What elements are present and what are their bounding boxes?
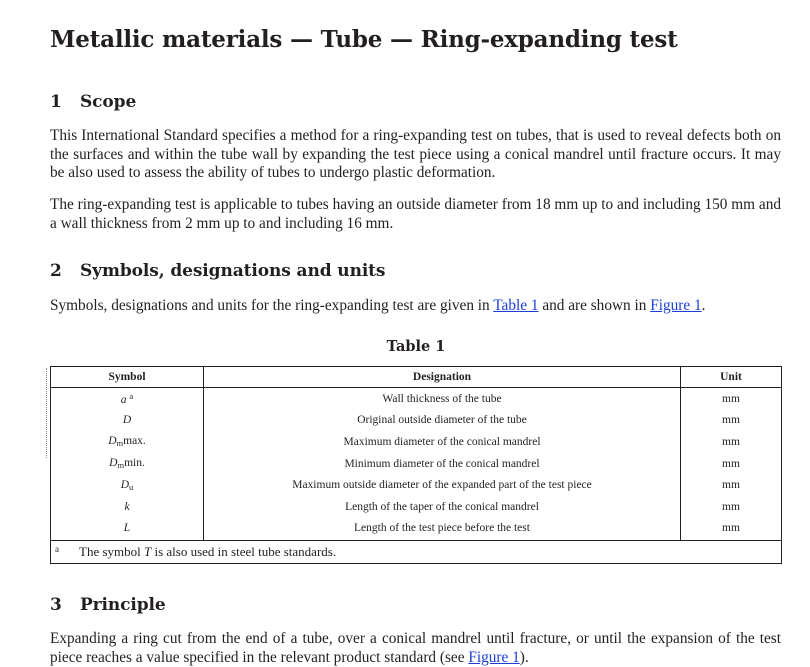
intro-text: Symbols, designations and units for the ring-expanding test are given in — [50, 297, 494, 314]
designation-cell: Minimum diameter of the conical mandrel — [204, 453, 681, 475]
unit-cell: mm — [681, 431, 782, 453]
symbol-cell: D — [51, 410, 204, 432]
section-title: Principle — [80, 595, 166, 615]
symbol-cell: $D_u$ — [51, 474, 204, 496]
section-number: 3 — [50, 595, 62, 615]
section-title: Symbols, designations and units — [80, 261, 386, 281]
designation-cell: Wall thickness of the tube — [204, 388, 681, 410]
scope-paragraph-2: The ring-expanding test is applicable to tubes having an outside diameter from 18 mm up to and including 150 mm and a wall thickness from 2 mm up to and including 16 mm. — [50, 196, 781, 232]
symbol-cell: L — [51, 518, 204, 541]
table-row — [51, 431, 782, 453]
unit-cell: mm — [681, 410, 782, 432]
symbol-cell: $D_m\max$. — [51, 431, 204, 453]
designation-cell: Maximum diameter of the conical mandrel — [204, 431, 681, 453]
symbol-cell: $D_m\min$. — [51, 453, 204, 475]
unit-cell: mm — [681, 474, 782, 496]
section-heading-scope — [50, 92, 136, 112]
unit-cell: mm — [681, 388, 782, 410]
designation-cell: Original outside diameter of the tube — [204, 410, 681, 432]
section-number: 2 — [50, 261, 62, 281]
figure-1-link[interactable]: Figure 1 — [468, 648, 520, 666]
table-row — [51, 518, 782, 541]
figure-1-link[interactable]: Figure 1 — [650, 297, 702, 314]
table-footnote: a The symbol T is also used in steel tube standards. — [51, 541, 782, 564]
symbol-cell: a $^a$ — [51, 388, 204, 410]
intro-text: and are shown in — [538, 297, 651, 314]
header-designation: Designation — [204, 367, 681, 388]
section-title: Scope — [80, 92, 137, 112]
section-heading-principle — [50, 595, 166, 615]
section-number: 1 — [50, 92, 62, 112]
table-1-link[interactable]: Table 1 — [493, 297, 539, 314]
margin-change-marks — [46, 368, 49, 458]
scope-paragraph-1: This International Standard specifies a method for a ring-expanding test on tubes, that is used to reveal defects both on the surfaces and within the tube wall by expanding the test piece using a conical mandrel until fracture occurs. It may be also used to assess the ability of tubes to undergo plastic deformation. — [50, 127, 781, 181]
designation-cell: Length of the taper of the conical mandrel — [204, 496, 681, 518]
document-title: Metallic materials — Tube — Ring-expanding test — [50, 26, 678, 53]
table-row — [51, 410, 782, 432]
intro-text: . — [701, 297, 706, 314]
symbols-table — [50, 366, 782, 564]
symbol-cell: k — [51, 496, 204, 518]
table-footnote-row — [51, 541, 782, 564]
principle-paragraph: Expanding a ring cut from the end of a tube, over a conical mandrel until fracture, or until the expansion of the test piece reaches a value specified in the relevant product standard (see Figure 1). — [50, 630, 781, 666]
header-symbol: Symbol — [51, 367, 204, 388]
table-header-row — [51, 367, 782, 388]
unit-cell: mm — [681, 453, 782, 475]
unit-cell: mm — [681, 518, 782, 541]
unit-cell: mm — [681, 496, 782, 518]
table-row — [51, 388, 782, 410]
table-row — [51, 453, 782, 475]
table-row — [51, 496, 782, 518]
table-row — [51, 474, 782, 496]
section-heading-symbols — [50, 261, 385, 281]
designation-cell: Length of the test piece before the test — [204, 518, 681, 541]
table-caption: Table 1 — [386, 338, 446, 355]
footnote-mark: a — [55, 544, 59, 555]
designation-cell: Maximum outside diameter of the expanded part of the test piece — [204, 474, 681, 496]
header-unit: Unit — [681, 367, 782, 388]
symbols-intro-paragraph — [50, 297, 781, 316]
